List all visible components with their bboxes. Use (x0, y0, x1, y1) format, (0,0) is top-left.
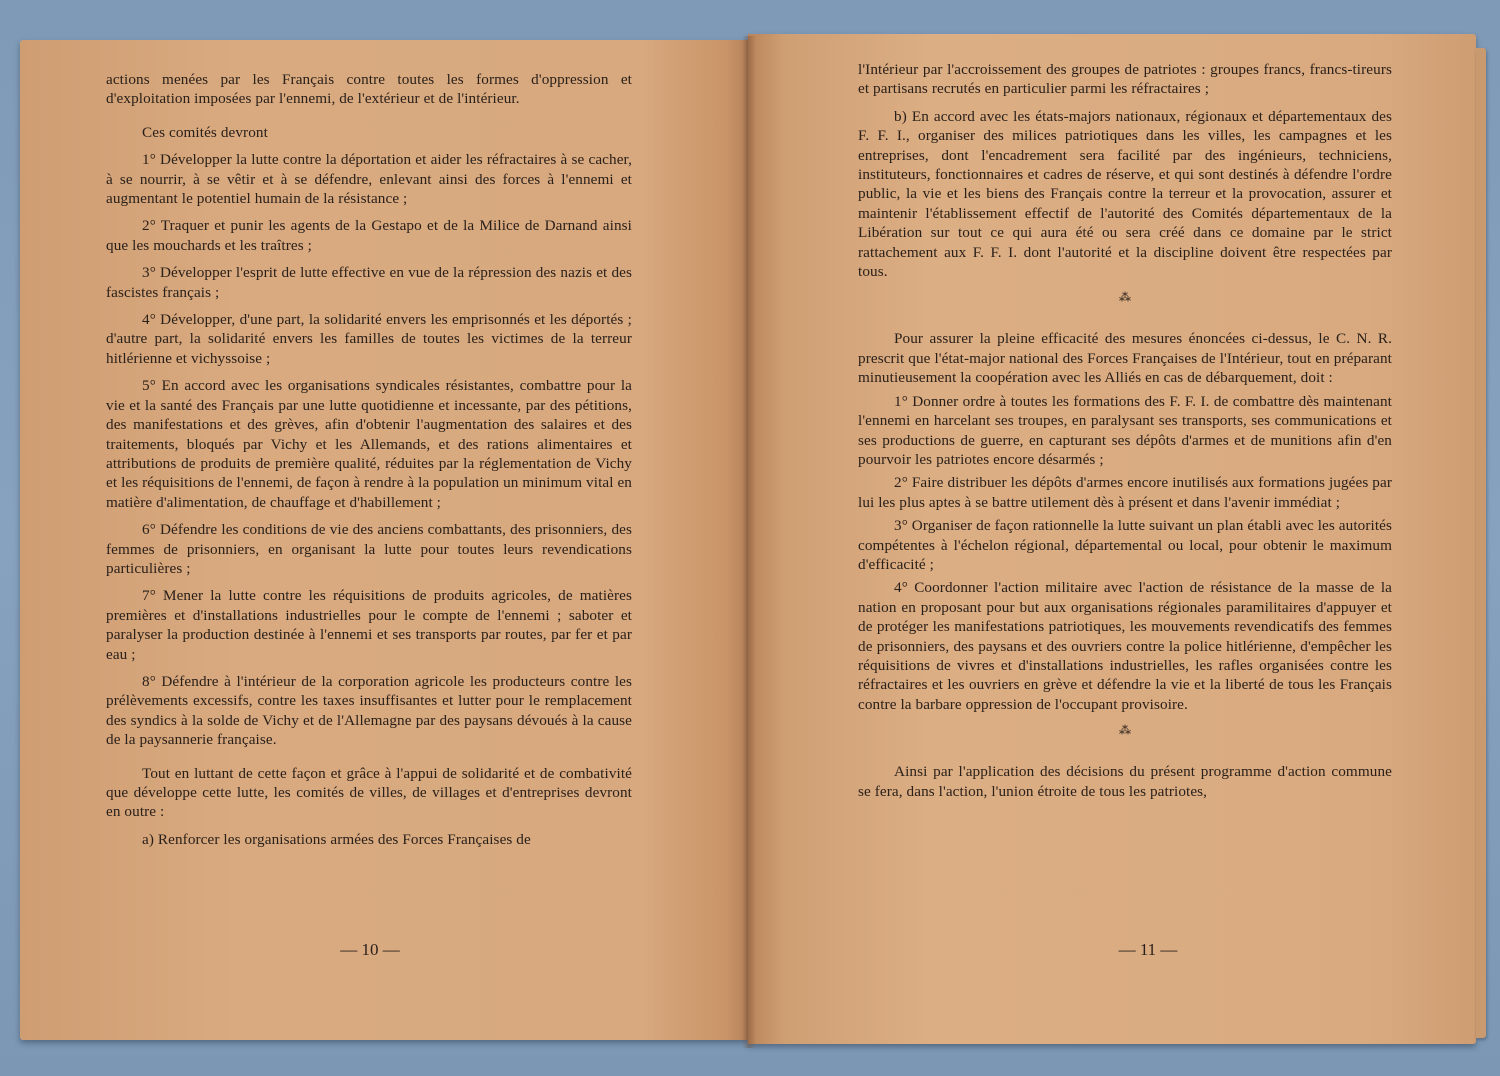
paragraph-cnr: Pour assurer la pleine efficacité des mesures énoncées ci-dessus, le C. N. R. prescrit que l'état-major national des Forces Françaises de l'Intérieur, tout en préparant minutieusement la coopération avec les Alliés en cas de débarquement, doit : (858, 330, 1392, 387)
paragraph-continuation: actions menées par les Français contre toutes les formes d'oppression et d'exploitation imposées par l'ennemi, de l'extérieur et de l'intérieur. (106, 71, 632, 108)
list-item-4: 4° Coordonner l'action militaire avec l'action de résistance de la masse de la nation en proposant pour but aux organisations régionales paramilitaires d'appuyer et de protéger les manifestations patriotiques, les mouvements revendicatifs des femmes de prisonniers, des paysans et des ouvriers contre la police hitlérienne, d'empêcher les réquisitions de vivres et d'installations industrielles, les rafles organisées contre les réfractaires et les ouvriers en grève et défendre la vie et la liberté de tous les Français contre la barbare oppression de l'occupant provisoire. (858, 579, 1392, 713)
book-spine (742, 36, 756, 1048)
left-page-text (106, 70, 632, 849)
list-item-6: 6° Défendre les conditions de vie des anciens combattants, des prisonniers, des femmes de prisonniers, en organisant la lutte pour toutes leurs revendications particulières ; (106, 521, 632, 577)
list-item-1: 1° Donner ordre à toutes les formations des F. F. I. de combattre dès maintenant l'ennemi en harcelant ses troupes, en paralysant ses transports, ses communications et ses productions de guerre, en capturant ses dépôts d'armes et de munitions afin d'en pourvoir les patriotes encore désarmés ; (858, 392, 1392, 468)
asterism-separator: ⁂ (1118, 290, 1132, 305)
list-item-2: 2° Faire distribuer les dépôts d'armes encore inutilisés aux formations jugées par lui les plus aptes à se battre utilement dès à présent et dans l'avenir immédiat ; (858, 474, 1392, 511)
paragraph-intro: Ces comités devront (142, 123, 268, 141)
list-item-5: 5° En accord avec les organisations syndicales résistantes, combattre pour la vie et la santé des Français par une lutte quotidienne et incessante, par des pétitions, des manifestations et des grèves, afin d'obtenir l'augmentation des salaires et des traitements, bloqués par Vichy et les Allemands, et des rations alimentaires et attributions de produits de première qualité, réduites par la réglementation de Vichy et les réquisitions de l'ennemi, de façon à rendre à la population un minimum vital en matière d'alimentation, de chauffage et d'habillement ; (106, 377, 632, 511)
left-page (20, 40, 748, 1040)
list-item-1: 1° Développer la lutte contre la déportation et aider les réfractaires à se cacher, à se nourrir, à se vêtir et à se défendre, enlevant ainsi des forces à l'ennemi et augmentant le potentiel humain de la résistance ; (106, 151, 632, 208)
open-booklet (20, 30, 1482, 1060)
list-item-2: 2° Traquer et punir les agents de la Gestapo et de la Milice de Darnand ainsi que les mouchards et les traîtres ; (106, 217, 632, 254)
page-number: — 11 — (1118, 940, 1178, 959)
list-item-4: 4° Développer, d'une part, la solidarité envers les emprisonnés et les déportés ; d'autre part, la solidarité envers les familles de toutes les victimes de la terreur hitlérienne et vichyssoise ; (106, 311, 632, 367)
list-item-3: 3° Organiser de façon rationnelle la lutte suivant un plan établi avec les autorités compétentes à l'échelon régional, départemental ou local, pour obtenir le maximum d'efficacité ; (858, 517, 1392, 573)
paragraph-closing: Ainsi par l'application des décisions du présent programme d'action commune se fera, dans l'action, l'union étroite de tous les patriotes, (858, 763, 1392, 800)
paragraph-conclusion: Tout en luttant de cette façon et grâce à l'appui de solidarité et de combativité que développe cette lutte, les comités de villes, de villages et d'entreprises devront en outre : (106, 764, 632, 821)
list-item-a: a) Renforcer les organisations armées des Forces Françaises de (142, 830, 531, 848)
right-page-text (858, 60, 1392, 801)
right-page (748, 34, 1476, 1044)
list-item-3: 3° Développer l'esprit de lutte effective en vue de la répression des nazis et des fascistes français ; (106, 264, 632, 301)
page-number: — 10 — (340, 940, 400, 959)
list-item-b: b) En accord avec les états-majors nationaux, régionaux et départementaux des F. F. I., organiser des milices patriotiques dans les villes, les campagnes et les entreprises, dont l'encadrement sera facilité par des ingénieurs, techniciens, instituteurs, fonctionnaires et cadres de réserve, et qui sont destinés à défendre l'ordre public, la vie et les biens des Français contre la terreur et la provocation, assurer et maintenir l'établissement effectif de l'autorité des Comités départementaux de la Libération sur tout ce qui aura été ou sera créé dans ce domaine par le strict rattachement aux F. F. I. dont l'autorité et la discipline doivent être respectées par tous. (858, 107, 1392, 281)
list-item-7: 7° Mener la lutte contre les réquisitions de produits agricoles, de matières premières et d'installations industrielles pour le compte de l'ennemi ; saboter et paralyser la production destinée à l'ennemi et ses transports par routes, par fer et par eau ; (106, 587, 632, 663)
list-item-8: 8° Défendre à l'intérieur de la corporation agricole les producteurs contre les prélèvements excessifs, contre les taxes insuffisantes et lutter pour le remplacement des syndics à la solde de Vichy et de l'Allemagne par des paysans dévoués à la cause de la paysannerie française. (106, 672, 632, 749)
paragraph-continuation: l'Intérieur par l'accroissement des groupes de patriotes : groupes francs, francs-tireurs et partisans recrutés en particulier parmi les réfractaires ; (858, 61, 1392, 98)
asterism-separator-2: ⁂ (1118, 723, 1132, 738)
